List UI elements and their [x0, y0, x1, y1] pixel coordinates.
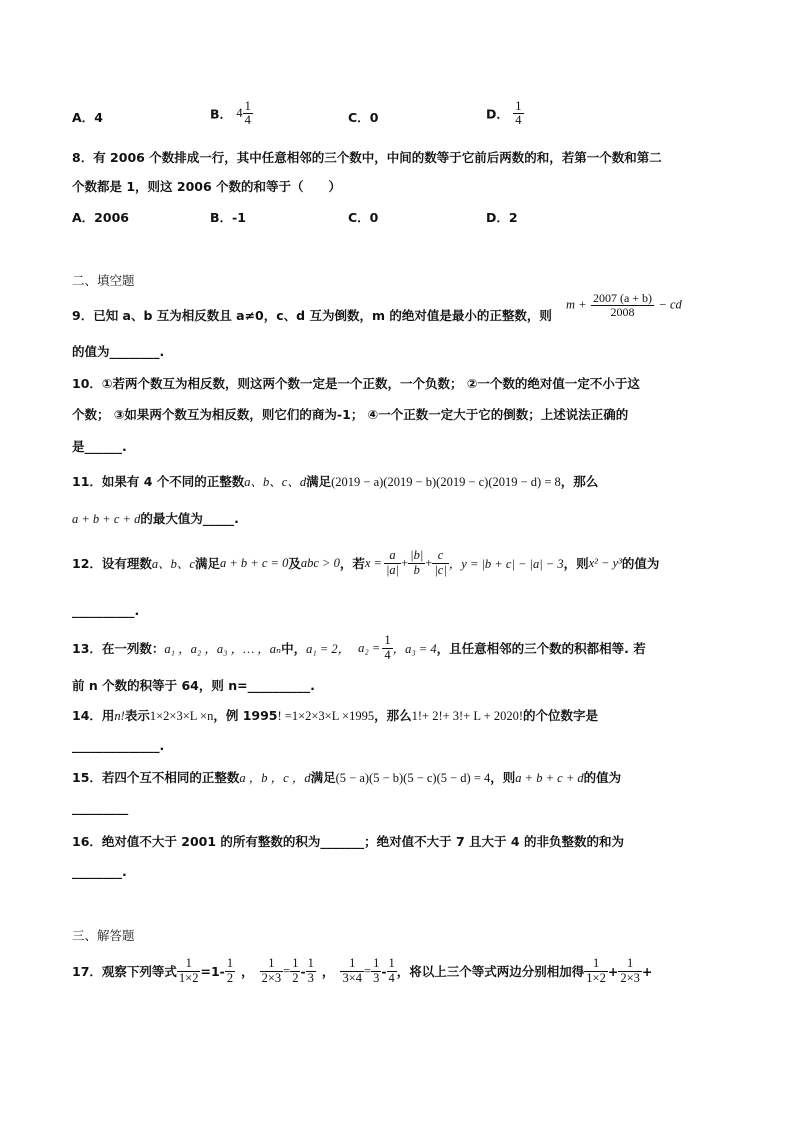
q12-text: ，则 [563, 556, 589, 571]
mixed-whole: 4 [236, 106, 243, 121]
denominator: |c| [434, 562, 447, 577]
option-fraction [513, 100, 523, 127]
q15-text: 的值为 [583, 770, 622, 785]
q14-nfact: n! [114, 709, 125, 723]
q12-prefix: 12．设有理数 [72, 556, 152, 571]
q12-text: 及 [288, 556, 301, 571]
denominator: 2×3 [261, 970, 282, 985]
numerator: 1 [515, 99, 522, 113]
numerator: 1 [373, 956, 380, 971]
option-label: B． [210, 106, 233, 122]
option-value: 4 [94, 110, 103, 125]
q12-y-eq: ，y = |b + c| − |a| − 3 [448, 557, 564, 571]
q15-text: 满足 [310, 770, 336, 785]
q17-frac-3 [340, 957, 364, 984]
q13-line1 [72, 632, 646, 664]
q12-line2: __________. [72, 603, 140, 618]
denominator: 4 [515, 113, 522, 128]
denominator: 1×2 [178, 970, 199, 985]
q17-eq: =1- [200, 963, 225, 979]
q14-text: 表示 [124, 708, 150, 723]
q17-prefix: 17．观察下列等式 [72, 964, 177, 979]
denominator: 4 [244, 113, 251, 128]
q8-option-a: A．2006 [72, 210, 129, 225]
q8-line2: 个数都是 1，则这 2006 个数的和等于（ ） [72, 179, 342, 194]
q17-sum-2 [618, 957, 642, 984]
numerator: 1 [388, 956, 395, 971]
q9-expression [566, 292, 682, 318]
q14-text: ，那么 [374, 708, 412, 723]
q9-fraction [591, 292, 654, 318]
q14-sum: 1!+ 2!+ 3!+ L + 2020! [411, 709, 524, 723]
q11-condition: (2019 − a)(2019 − b)(2019 − c)(2019 − d) = 8 [331, 475, 561, 489]
q13-a3: ，a₃ = 4 [392, 642, 437, 656]
q11-line2 [72, 509, 239, 527]
q9-m-term: m + [566, 297, 587, 312]
denominator: |a| [385, 562, 400, 577]
q17-line1: 17．观察下列等式 $\frac{1}{1\times 2}$ =1- $\frac{1}{2}$ ， $\frac{1}{2\times 3}$ = $\frac{1}{2}$ - $\frac{1}{3}$ ， $\frac{1}{3\times 4}$ = $\frac{1}{3}$ - $\frac{1}{4}$ ，将以上三个等式两边分别相加得 $\frac{1}{1\times 2}$ + $\frac{1}{2\times 3}$ + [72, 956, 653, 985]
q13-a2: a₂ = [358, 640, 381, 655]
q15-prefix: 15．若四个互不相同的正整数 [72, 770, 240, 785]
denominator: 4 [388, 970, 395, 985]
q14-line2: ______________. [72, 738, 165, 753]
option-label: A． [72, 110, 95, 125]
q17-frac-3a [371, 957, 381, 984]
denominator: 3 [307, 970, 314, 985]
q9-text: 9．已知 a、b 互为相反数且 a≠0，c、d 互为倒数，m 的绝对值是最小的正整数，则 [72, 308, 552, 323]
q11-tail: 的最大值为_____. [140, 511, 239, 526]
q17-frac-2 [260, 957, 284, 984]
q16-line2: ________. [72, 864, 127, 879]
q17-half [225, 957, 235, 984]
q11-line1 [72, 472, 598, 490]
denominator: 3×4 [342, 970, 362, 985]
option-value: 0 [369, 110, 379, 125]
q14-text: 的个位数字是 [523, 708, 599, 723]
denominator: 3 [373, 970, 380, 985]
q14-text: ，例 1995 [213, 708, 278, 723]
q7-option-b [210, 100, 253, 127]
q13-sequence: a₁ ，a₂ ，a₃ ，… ，aₙ [164, 642, 282, 656]
q8-line1: 8．有 2006 个数排成一行，其中任意相邻的三个数中，中间的数等于它前后两数的和，若第一个数和第二 [72, 150, 662, 165]
denominator: 2008 [610, 304, 635, 319]
q11-mid: 满足 [306, 474, 332, 489]
denominator: 2×3 [620, 970, 640, 985]
option-label: D． [486, 106, 509, 122]
q15-condition: (5 − a)(5 − b)(5 − c)(5 − d) = 4 [335, 771, 491, 785]
mixed-fraction [243, 100, 253, 127]
q15-target: a + b + c + d [515, 771, 584, 785]
q14-definition: 1×2×3×L ×n [149, 709, 214, 723]
q15-text: ，则 [490, 770, 516, 785]
denominator: 4 [384, 647, 391, 662]
q9-line2: 的值为________. [72, 344, 165, 359]
q10-line3: 是______. [72, 439, 127, 454]
q12-x-eq: x = [364, 555, 382, 570]
q11-vars: a、b、c、d [244, 475, 307, 489]
q12-text: ，若 [339, 556, 365, 571]
numerator: 1 [244, 99, 251, 113]
q14-line1 [72, 706, 598, 724]
q17-sum-1 [584, 957, 608, 984]
numerator: 1 [260, 957, 284, 971]
q11-sum: a + b + c + d [72, 512, 141, 526]
numerator: 1 [177, 957, 201, 971]
denominator: 2 [292, 970, 299, 985]
q12-frac-b [408, 549, 425, 576]
q12-frac-c [432, 549, 448, 576]
numerator: 1 [384, 633, 391, 648]
q12-text: 的值为 [621, 556, 660, 571]
section-title-solutions: 三、解答题 [72, 928, 135, 943]
q12-frac-a [384, 549, 401, 576]
numerator: c [432, 549, 448, 563]
numerator: |b| [410, 548, 424, 563]
q8-option-b: B．-1 [210, 210, 246, 225]
q12-line1: 12．设有理数 a、b、c 满足 a + b + c = 0 及 abc > 0 ，若 x = $\frac{a}{|a|}$ + $\frac{|b|}{b}$ + $\frac{c}{|c|}$ ，y = |b + c| − |a| − 3 ，则 x² − y³ 的值为 [72, 548, 660, 577]
q17-mid: ，将以上三个等式两边分别相加得 [396, 964, 585, 979]
denominator: 1×2 [586, 970, 606, 985]
q10-line2: 个数； ③如果两个数互为相反数，则它们的商为-1； ④一个正数一定大于它的倒数；上述说法正确的 [72, 407, 629, 422]
q12-cond-product: abc > 0 [300, 555, 340, 570]
q13-text: ，且任意相邻的三个数的积都相等. 若 [436, 641, 646, 656]
q13-a2-fraction [382, 634, 392, 661]
q12-vars: a、b、c [151, 557, 195, 571]
q8-option-d: D．2 [486, 210, 518, 225]
q13-a1: a₁ = 2， [306, 642, 351, 656]
numerator: 1 [584, 957, 608, 971]
q8-option-c: C．0 [348, 210, 379, 225]
q7-option-d [486, 100, 524, 127]
q15-line1 [72, 768, 621, 786]
q7-option-a [72, 108, 103, 126]
q9-line1 [72, 306, 552, 324]
section-title-fill-in: 二、填空题 [72, 273, 135, 288]
q13-text: 中， [281, 641, 307, 656]
numerator: 1 [340, 957, 364, 971]
q17-frac-1 [177, 957, 201, 984]
numerator: 2007 (a + b) [592, 291, 653, 305]
q12-cond-sum: a + b + c = 0 [219, 555, 289, 570]
denominator: 2 [226, 970, 234, 985]
numerator: a [384, 549, 401, 563]
q9-cd-term: − cd [658, 297, 682, 312]
denominator: b [413, 562, 420, 577]
numerator: 1 [226, 956, 234, 971]
numerator: 1 [618, 957, 642, 971]
q7-option-c [348, 108, 378, 126]
q14-prefix: 14．用 [72, 708, 115, 723]
q12-target: x² − y³ [588, 555, 622, 570]
q10-line1: 10．①若两个数互为相反数，则这两个数一定是一个正数，一个负数； ②一个数的绝对值一定不小于这 [72, 376, 640, 391]
q12-text: 满足 [194, 556, 220, 571]
option-label: C． [348, 110, 370, 125]
q14-example: ! =1×2×3×L ×1995 [277, 709, 375, 723]
q17-frac-2a [290, 957, 300, 984]
q11-prefix: 11．如果有 4 个不同的正整数 [72, 474, 245, 489]
q13-prefix: 13．在一列数： [72, 641, 165, 656]
q11-suffix: ，那么 [560, 474, 599, 489]
q16-line1: 16．绝对值不大于 2001 的所有整数的积为_______；绝对值不大于 7 且大于 4 的非负整数的和为 [72, 834, 624, 849]
q13-line2: 前 n 个数的积等于 64，则 n=__________. [72, 678, 315, 693]
q17-frac-2b [306, 957, 316, 984]
numerator: 1 [307, 956, 314, 971]
q15-line2: _________ [72, 800, 129, 815]
q17-frac-3b [387, 957, 397, 984]
numerator: 1 [292, 956, 299, 971]
q15-vars: a ，b ，c ，d [239, 771, 311, 785]
